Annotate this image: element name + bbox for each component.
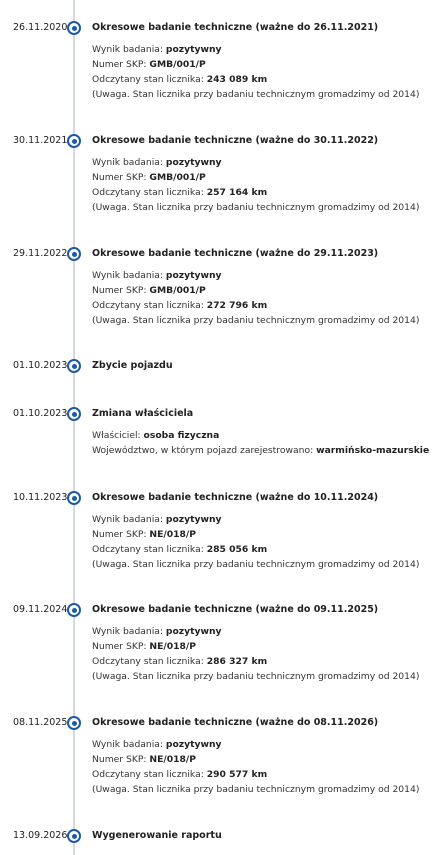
- detail-line: Odczytany stan licznika: 272 796 km: [92, 300, 268, 311]
- event-date: 10.11.2023: [13, 492, 68, 503]
- detail-line: Odczytany stan licznika: 285 056 km: [92, 544, 268, 555]
- event-date: 30.11.2021: [13, 135, 68, 146]
- event-details: [92, 268, 419, 328]
- timeline-dot-icon: [67, 491, 81, 505]
- timeline-dot-icon: [67, 247, 81, 261]
- event-title: Wygenerowanie raportu: [92, 830, 222, 841]
- timeline-dot-icon: [67, 603, 81, 617]
- detail-line: Odczytany stan licznika: 243 089 km: [92, 74, 268, 85]
- detail-line: Numer SKP: NE/018/P: [92, 754, 197, 765]
- event-title: Zmiana właściciela: [92, 408, 194, 419]
- timeline-dot-icon: [67, 716, 81, 730]
- event-details: [92, 155, 419, 215]
- timeline-dot-icon: [67, 829, 81, 843]
- detail-line: (Uwaga. Stan licznika przy badaniu technicznym gromadzimy od 2014): [92, 315, 420, 326]
- detail-line: Numer SKP: GMB/001/P: [92, 285, 206, 296]
- event-date: 01.10.2023: [13, 408, 68, 419]
- detail-line: (Uwaga. Stan licznika przy badaniu technicznym gromadzimy od 2014): [92, 671, 420, 682]
- detail-line: Numer SKP: GMB/001/P: [92, 172, 206, 183]
- detail-line: Wynik badania: pozytywny: [92, 157, 222, 168]
- event-title: Okresowe badanie techniczne (ważne do 10.11.2024): [92, 492, 379, 503]
- detail-line: Właściciel: osoba fizyczna: [92, 430, 220, 441]
- event-details: [92, 737, 419, 797]
- timeline-dot-icon: [67, 21, 81, 35]
- detail-line: Numer SKP: NE/018/P: [92, 641, 197, 652]
- event-title: Okresowe badanie techniczne (ważne do 30.11.2022): [92, 135, 379, 146]
- timeline-dot-icon: [67, 134, 81, 148]
- detail-line: (Uwaga. Stan licznika przy badaniu technicznym gromadzimy od 2014): [92, 784, 420, 795]
- detail-line: Województwo, w którym pojazd zarejestrowano: warmińsko-mazurskie: [92, 445, 430, 456]
- event-date: 01.10.2023: [13, 360, 68, 371]
- event-date: 13.09.2026: [13, 830, 68, 841]
- event-date: 26.11.2020: [13, 22, 68, 33]
- detail-line: Odczytany stan licznika: 290 577 km: [92, 769, 268, 780]
- event-title: Okresowe badanie techniczne (ważne do 08.11.2026): [92, 717, 379, 728]
- event-details: [92, 42, 419, 102]
- timeline-dot-icon: [67, 407, 81, 421]
- detail-line: Numer SKP: GMB/001/P: [92, 59, 206, 70]
- detail-line: (Uwaga. Stan licznika przy badaniu technicznym gromadzimy od 2014): [92, 202, 420, 213]
- event-date: 29.11.2022: [13, 248, 68, 259]
- detail-line: Wynik badania: pozytywny: [92, 270, 222, 281]
- event-title: Okresowe badanie techniczne (ważne do 09.11.2025): [92, 604, 379, 615]
- detail-line: Wynik badania: pozytywny: [92, 514, 222, 525]
- detail-line: Odczytany stan licznika: 257 164 km: [92, 187, 268, 198]
- event-title: Zbycie pojazdu: [92, 360, 173, 371]
- detail-line: Odczytany stan licznika: 286 327 km: [92, 656, 268, 667]
- event-title: Okresowe badanie techniczne (ważne do 26.11.2021): [92, 22, 379, 33]
- detail-line: Numer SKP: NE/018/P: [92, 529, 197, 540]
- event-date: 09.11.2024: [13, 604, 68, 615]
- detail-line: Wynik badania: pozytywny: [92, 626, 222, 637]
- event-details: [92, 512, 419, 572]
- timeline-dot-icon: [67, 359, 81, 373]
- event-date: 08.11.2025: [13, 717, 68, 728]
- detail-line: Wynik badania: pozytywny: [92, 44, 222, 55]
- detail-line: (Uwaga. Stan licznika przy badaniu technicznym gromadzimy od 2014): [92, 89, 420, 100]
- event-details: [92, 624, 419, 684]
- detail-line: Wynik badania: pozytywny: [92, 739, 222, 750]
- event-details: [92, 428, 429, 458]
- detail-line: (Uwaga. Stan licznika przy badaniu technicznym gromadzimy od 2014): [92, 559, 420, 570]
- event-title: Okresowe badanie techniczne (ważne do 29.11.2023): [92, 248, 379, 259]
